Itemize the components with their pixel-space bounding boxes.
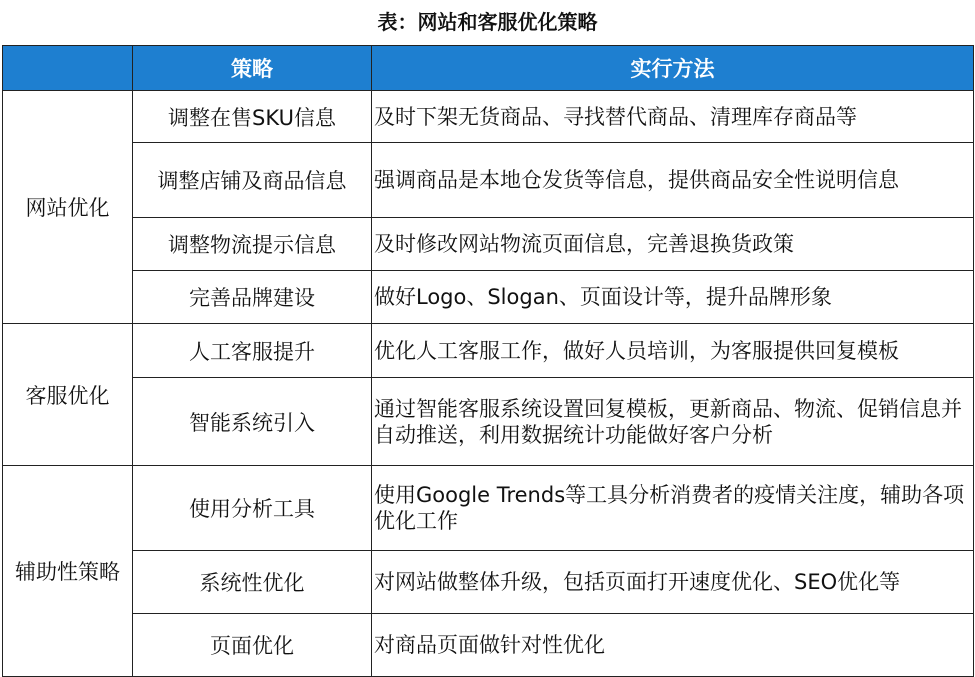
table-row <box>3 271 974 324</box>
method-cell: 通过智能客服系统设置回复模板，更新商品、物流、促销信息并自动推送，利用数据统计功能做好客户分析 <box>372 378 974 466</box>
table-row <box>3 218 974 271</box>
header-method: 实行方法 <box>372 46 974 91</box>
category-cell: 辅助性策略 <box>3 466 133 677</box>
method-cell: 优化人工客服工作，做好人员培训，为客服提供回复模板 <box>372 324 974 378</box>
method-cell: 强调商品是本地仓发货等信息，提供商品安全性说明信息 <box>372 143 974 218</box>
strategy-cell: 调整店铺及商品信息 <box>133 143 372 218</box>
table-row <box>3 91 974 143</box>
method-cell: 及时修改网站物流页面信息，完善退换货政策 <box>372 218 974 271</box>
header-strategy: 策略 <box>133 46 372 91</box>
table-row <box>3 614 974 677</box>
strategy-cell: 系统性优化 <box>133 551 372 614</box>
strategy-cell: 调整在售SKU信息 <box>133 91 372 143</box>
strategy-cell: 智能系统引入 <box>133 378 372 466</box>
table-row <box>3 143 974 218</box>
category-cell: 网站优化 <box>3 91 133 324</box>
strategy-cell: 完善品牌建设 <box>133 271 372 324</box>
header-blank <box>3 46 133 91</box>
strategy-cell: 调整物流提示信息 <box>133 218 372 271</box>
method-cell: 使用Google Trends等工具分析消费者的疫情关注度，辅助各项优化工作 <box>372 466 974 551</box>
method-cell: 做好Logo、Slogan、页面设计等，提升品牌形象 <box>372 271 974 324</box>
table-row <box>3 324 974 378</box>
table-row <box>3 551 974 614</box>
method-cell: 及时下架无货商品、寻找替代商品、清理库存商品等 <box>372 91 974 143</box>
strategy-table <box>2 45 974 677</box>
table-title: 表：网站和客服优化策略 <box>377 10 598 34</box>
table-header-row <box>3 46 974 91</box>
table-row <box>3 466 974 551</box>
method-cell: 对网站做整体升级，包括页面打开速度优化、SEO优化等 <box>372 551 974 614</box>
strategy-cell: 使用分析工具 <box>133 466 372 551</box>
table-row <box>3 378 974 466</box>
strategy-cell: 人工客服提升 <box>133 324 372 378</box>
category-cell: 客服优化 <box>3 324 133 466</box>
strategy-cell: 页面优化 <box>133 614 372 677</box>
method-cell: 对商品页面做针对性优化 <box>372 614 974 677</box>
